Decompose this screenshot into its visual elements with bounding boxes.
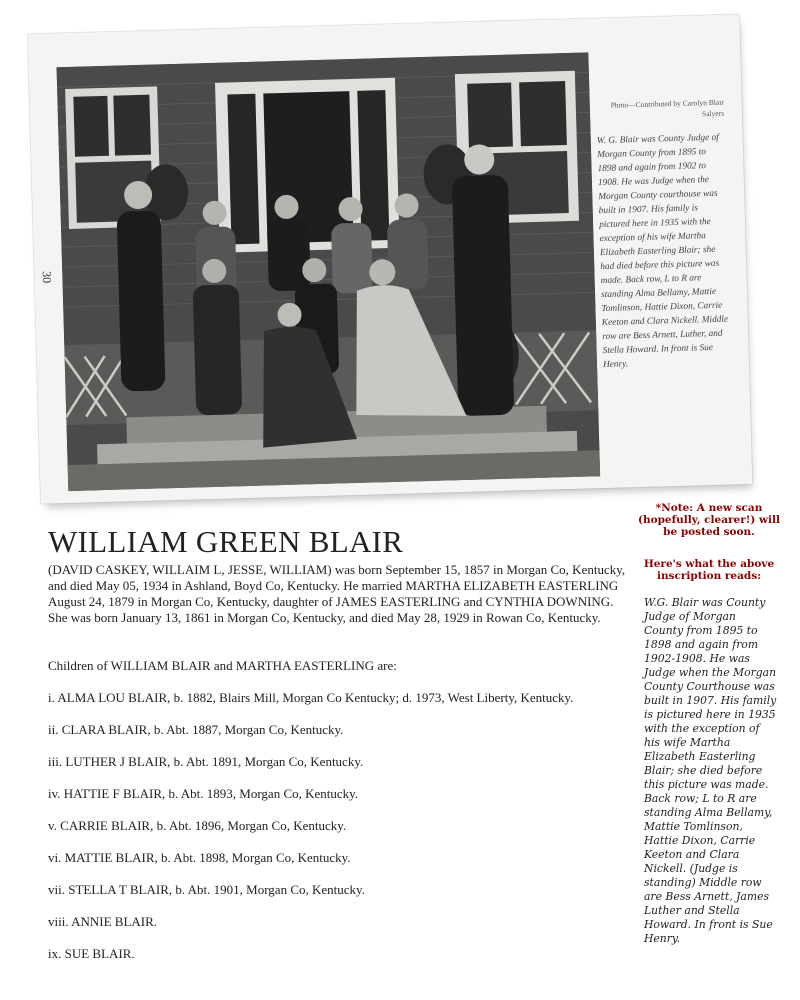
- family-photo: [57, 52, 601, 491]
- children-list: [48, 690, 573, 978]
- list-item: i. ALMA LOU BLAIR, b. 1882, Blairs Mill, Morgan Co Kentucky; d. 1973, West Liberty, Kentucky.: [48, 690, 574, 705]
- photo-caption: W. G. Blair was County Judge of Morgan County from 1895 to 1898 and again from 1902 to 1908. He was Judge when the Morgan County courthouse was built in 1907. His family is pictured here in 1935 with the exception of his wife Martha Elizabeth Easterling Blair; she had died before this picture was made. Back row, L to R are standing Alma Bellamy, Mattie Tomlinson, Hattie Dixon, Carrie Keeton and Clara Nickell. Middle row are Bess Arnett, Luther, and Stella Howard. In front is Sue Henry.: [596, 132, 729, 371]
- inscription-text: W.G. Blair was County Judge of Morgan County from 1895 to 1898 and again from 1902-1908. He was Judge when the Morgan County Courthouse was built in 1907. His family is pictured here in 1935 with the exception of his wife Martha Elizabeth Easterling Blair; she died before this picture was made. Back row; L to R are standing Alma Bellamy, Mattie Tomlinson, Hattie Dixon, Carrie Keeton and Clara Nickell. (Judge is standing) Middle row are Bess Arnett, James Luther and Stella Howard. In front is Sue Henry.: [644, 596, 777, 945]
- scanned-page: [28, 14, 753, 504]
- photo-credit: Photo—Contributed by Carolyn Blair Salyers: [610, 97, 725, 119]
- inscription-heading: Here's what the above inscription reads:: [643, 558, 775, 582]
- biography-paragraph: (DAVID CASKEY, WILLAIM L, JESSE, WILLIAM) was born September 15, 1857 in Morgan Co, Kentucky, and died May 05, 1934 in Ashland, Boyd Co, Kentucky. He married MARTHA ELIZABETH EASTERLING August 24, 1879 in Morgan Co, Kentucky, daughter of JAMES EASTERLING and CYNTHIA DOWNING. She was born January 13, 1861 in Morgan Co, Kentucky, and died May 28, 1929 in Rowan Co, Kentucky.: [48, 562, 626, 625]
- list-item: ix. SUE BLAIR.: [48, 946, 135, 961]
- scan-note: *Note: A new scan (hopefully, clearer!) will be posted soon.: [637, 502, 780, 538]
- list-item: iv. HATTIE F BLAIR, b. Abt. 1893, Morgan Co, Kentucky.: [48, 786, 359, 801]
- page-number: 30: [39, 270, 55, 284]
- list-item: iii. LUTHER J BLAIR, b. Abt. 1891, Morgan Co, Kentucky.: [48, 754, 364, 769]
- list-item: ii. CLARA BLAIR, b. Abt. 1887, Morgan Co, Kentucky.: [48, 722, 344, 737]
- list-item: v. CARRIE BLAIR, b. Abt. 1896, Morgan Co, Kentucky.: [48, 818, 347, 833]
- page-title: WILLIAM GREEN BLAIR: [48, 524, 404, 559]
- list-item: viii. ANNIE BLAIR.: [48, 914, 158, 929]
- list-item: vii. STELLA T BLAIR, b. Abt. 1901, Morgan Co, Kentucky.: [48, 882, 365, 897]
- children-intro: Children of WILLIAM BLAIR and MARTHA EASTERLING are:: [48, 658, 397, 673]
- list-item: vi. MATTIE BLAIR, b. Abt. 1898, Morgan Co, Kentucky.: [48, 850, 351, 865]
